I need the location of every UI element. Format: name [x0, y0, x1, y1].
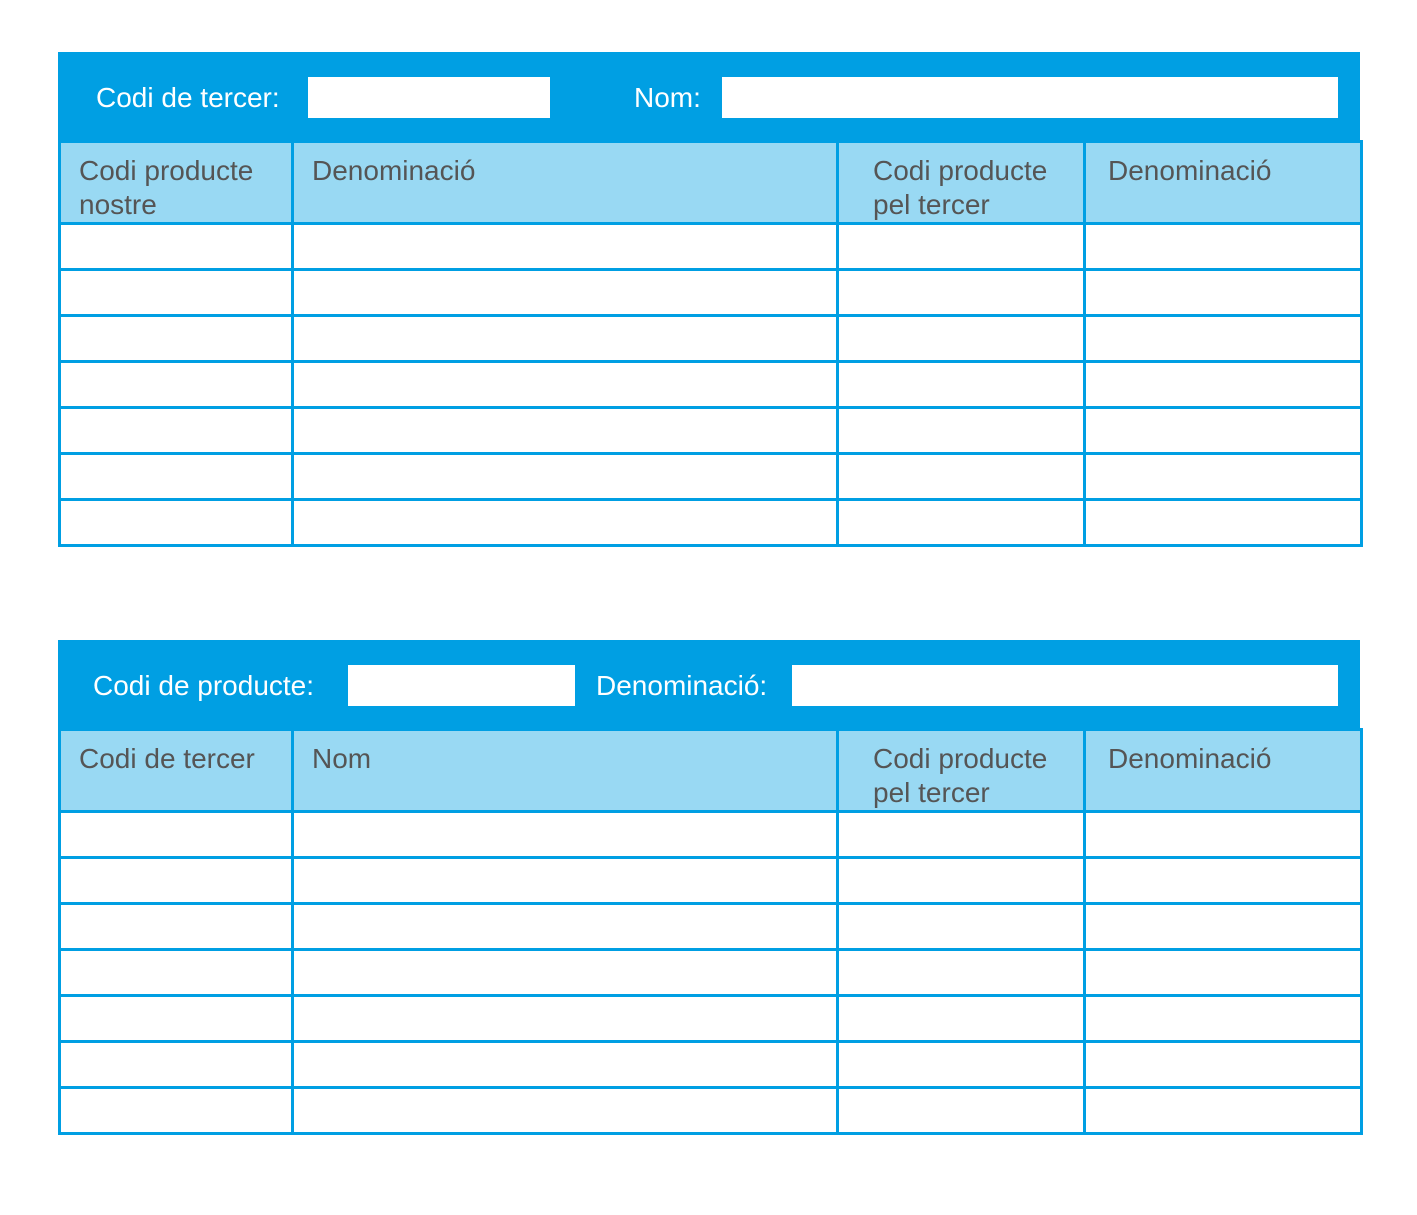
product-code-label: Codi de producte:	[93, 670, 315, 701]
table-cell[interactable]	[1085, 1042, 1362, 1088]
table-cell[interactable]	[60, 1042, 293, 1088]
table-cell[interactable]	[60, 500, 293, 546]
table-cell[interactable]	[838, 858, 1085, 904]
table-cell[interactable]	[838, 362, 1085, 408]
table-cell[interactable]	[293, 1088, 838, 1134]
products-table	[58, 140, 1363, 547]
table-cell[interactable]	[838, 904, 1085, 950]
table-row	[60, 224, 1362, 270]
column-header-denomination: Denominació	[1085, 730, 1362, 812]
table-row	[60, 408, 1362, 454]
denomination-input[interactable]	[792, 665, 1338, 706]
table-row	[60, 1042, 1362, 1088]
third-party-code-input[interactable]	[308, 77, 550, 118]
table-cell[interactable]	[1085, 454, 1362, 500]
table-cell[interactable]	[838, 1088, 1085, 1134]
table-cell[interactable]	[60, 858, 293, 904]
column-header-our-product-code: Codi producte nostre	[60, 142, 293, 224]
table-cell[interactable]	[293, 454, 838, 500]
table-cell[interactable]	[838, 270, 1085, 316]
table-cell[interactable]	[60, 996, 293, 1042]
table-header-row	[60, 142, 1362, 224]
table-cell[interactable]	[60, 904, 293, 950]
table-cell[interactable]	[60, 950, 293, 996]
table-row	[60, 362, 1362, 408]
table-cell[interactable]	[1085, 224, 1362, 270]
table-row	[60, 812, 1362, 858]
table-cell[interactable]	[1085, 316, 1362, 362]
table-cell[interactable]	[293, 904, 838, 950]
third-party-products-form	[58, 52, 1360, 547]
column-header-denomination: Denominació	[293, 142, 838, 224]
table-cell[interactable]	[293, 500, 838, 546]
table-row	[60, 316, 1362, 362]
table-cell[interactable]	[1085, 858, 1362, 904]
table-cell[interactable]	[838, 1042, 1085, 1088]
table-cell[interactable]	[293, 858, 838, 904]
table-cell[interactable]	[1085, 408, 1362, 454]
table-cell[interactable]	[838, 408, 1085, 454]
table-cell[interactable]	[60, 454, 293, 500]
table-cell[interactable]	[1085, 362, 1362, 408]
table-cell[interactable]	[60, 224, 293, 270]
form-header	[58, 52, 1360, 140]
denomination-label: Denominació:	[596, 670, 768, 701]
column-header-third-party-code: Codi de tercer	[60, 730, 293, 812]
table-cell[interactable]	[838, 316, 1085, 362]
table-row	[60, 950, 1362, 996]
third-party-code-label: Codi de tercer:	[96, 82, 280, 113]
table-cell[interactable]	[1085, 812, 1362, 858]
table-cell[interactable]	[838, 500, 1085, 546]
table-cell[interactable]	[60, 362, 293, 408]
table-cell[interactable]	[60, 408, 293, 454]
table-cell[interactable]	[293, 408, 838, 454]
table-row	[60, 270, 1362, 316]
table-cell[interactable]	[293, 1042, 838, 1088]
column-header-third-party-product-code: Codi producte pel tercer	[838, 730, 1085, 812]
table-cell[interactable]	[1085, 996, 1362, 1042]
table-cell[interactable]	[1085, 904, 1362, 950]
table-row	[60, 996, 1362, 1042]
table-cell[interactable]	[293, 362, 838, 408]
table-cell[interactable]	[293, 316, 838, 362]
product-code-input[interactable]	[348, 665, 575, 706]
column-header-name: Nom	[293, 730, 838, 812]
table-cell[interactable]	[838, 454, 1085, 500]
table-cell[interactable]	[293, 950, 838, 996]
table-row	[60, 500, 1362, 546]
column-header-third-party-denomination: Denominació	[1085, 142, 1362, 224]
name-input[interactable]	[722, 77, 1338, 118]
table-cell[interactable]	[1085, 270, 1362, 316]
name-label: Nom:	[634, 82, 701, 113]
table-cell[interactable]	[293, 270, 838, 316]
product-third-parties-form	[58, 640, 1360, 1135]
table-cell[interactable]	[1085, 1088, 1362, 1134]
table-cell[interactable]	[293, 996, 838, 1042]
column-header-third-party-product-code: Codi producte pel tercer	[838, 142, 1085, 224]
table-cell[interactable]	[60, 316, 293, 362]
table-row	[60, 904, 1362, 950]
table-row	[60, 1088, 1362, 1134]
table-cell[interactable]	[838, 224, 1085, 270]
table-cell[interactable]	[293, 224, 838, 270]
third-parties-table	[58, 728, 1363, 1135]
table-cell[interactable]	[838, 996, 1085, 1042]
table-cell[interactable]	[60, 1088, 293, 1134]
table-cell[interactable]	[838, 812, 1085, 858]
table-cell[interactable]	[293, 812, 838, 858]
table-cell[interactable]	[60, 270, 293, 316]
table-header-row	[60, 730, 1362, 812]
table-row	[60, 454, 1362, 500]
form-header	[58, 640, 1360, 728]
table-cell[interactable]	[1085, 500, 1362, 546]
table-cell[interactable]	[838, 950, 1085, 996]
table-cell[interactable]	[1085, 950, 1362, 996]
table-row	[60, 858, 1362, 904]
table-cell[interactable]	[60, 812, 293, 858]
